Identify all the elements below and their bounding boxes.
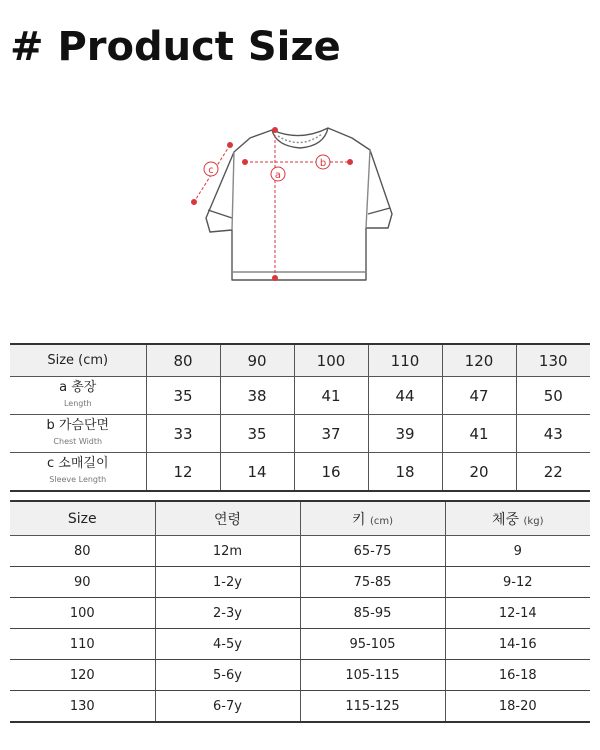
table-row	[10, 536, 590, 567]
height-cell: 75-85	[300, 567, 445, 598]
table-cell: 39	[368, 415, 442, 453]
table-cell: 20	[442, 453, 516, 492]
height-cell: 115-125	[300, 691, 445, 723]
weight-unit: (kg)	[523, 515, 544, 527]
table-row	[10, 660, 590, 691]
height-cell: 65-75	[300, 536, 445, 567]
row-label-main: b 가슴단면	[46, 418, 110, 433]
size-header: 100	[294, 344, 368, 377]
table-cell: 44	[368, 377, 442, 415]
row-label-sub: Sleeve Length	[49, 475, 107, 484]
height-cell: 95-105	[300, 629, 445, 660]
age-cell: 1-2y	[155, 567, 300, 598]
row-label	[10, 453, 146, 492]
size-header: 80	[146, 344, 220, 377]
weight-cell: 9	[445, 536, 590, 567]
length-top-dot	[273, 128, 278, 133]
table-cell: 41	[442, 415, 516, 453]
age-cell: 12m	[155, 536, 300, 567]
measurement-table	[10, 343, 590, 492]
sleeve-bottom-dot	[192, 200, 197, 205]
table-cell: 35	[146, 377, 220, 415]
measurement-header-row	[10, 344, 590, 377]
weight-cell: 9-12	[445, 567, 590, 598]
size-header: 110	[368, 344, 442, 377]
table-cell: 47	[442, 377, 516, 415]
length-bottom-dot	[273, 276, 278, 281]
tshirt-outline	[206, 128, 392, 280]
size-header: 120	[442, 344, 516, 377]
row-label-sub: Chest Width	[53, 437, 103, 446]
size-column-header: Size	[10, 501, 155, 536]
height-header-label: 키	[351, 511, 366, 528]
table-cell: 43	[516, 415, 590, 453]
sleeve-top-dot	[228, 143, 233, 148]
table-row	[10, 415, 590, 453]
age-cell: 2-3y	[155, 598, 300, 629]
table-row	[10, 691, 590, 723]
table-cell: 33	[146, 415, 220, 453]
weight-cell: 16-18	[445, 660, 590, 691]
table-cell: 12	[146, 453, 220, 492]
table-cell: 18	[368, 453, 442, 492]
table-cell: 14	[220, 453, 294, 492]
age-cell: 4-5y	[155, 629, 300, 660]
size-header: 130	[516, 344, 590, 377]
height-column-header	[300, 501, 445, 536]
size-cell: 110	[10, 629, 155, 660]
table-cell: 35	[220, 415, 294, 453]
weight-cell: 14-16	[445, 629, 590, 660]
age-size-table	[10, 500, 590, 723]
height-cell: 85-95	[300, 598, 445, 629]
row-label-sub: Length	[63, 399, 92, 408]
size-cell: 90	[10, 567, 155, 598]
size-cm-header: Size (cm)	[10, 344, 146, 377]
label-c: c	[208, 165, 214, 176]
table-cell: 16	[294, 453, 368, 492]
row-label-main: a 총장	[59, 380, 97, 395]
age-cell: 6-7y	[155, 691, 300, 723]
row-label	[10, 415, 146, 453]
table-cell: 41	[294, 377, 368, 415]
row-label	[10, 377, 146, 415]
table-row	[10, 453, 590, 492]
age-column-header: 연령	[155, 501, 300, 536]
table-cell: 37	[294, 415, 368, 453]
label-a: a	[274, 170, 282, 181]
chest-right-dot	[348, 160, 353, 165]
table-row	[10, 567, 590, 598]
age-header-row	[10, 501, 590, 536]
age-cell: 5-6y	[155, 660, 300, 691]
height-cell: 105-115	[300, 660, 445, 691]
table-cell: 50	[516, 377, 590, 415]
height-unit: (cm)	[369, 515, 394, 527]
page-title: # Product Size	[10, 24, 341, 70]
table-cell: 38	[220, 377, 294, 415]
size-cell: 120	[10, 660, 155, 691]
row-label-main: c 소매길이	[46, 456, 109, 471]
table-row	[10, 377, 590, 415]
table-row	[10, 629, 590, 660]
size-cell: 80	[10, 536, 155, 567]
table-row	[10, 598, 590, 629]
weight-cell: 18-20	[498, 698, 537, 714]
chest-left-dot	[243, 160, 248, 165]
weight-column-header	[445, 501, 590, 536]
weight-header-label: 체중	[492, 511, 520, 528]
table-cell: 22	[543, 462, 563, 481]
label-b: b	[319, 158, 327, 169]
size-cell: 100	[10, 598, 155, 629]
size-cell: 130	[10, 691, 155, 723]
tshirt-diagram	[0, 110, 600, 310]
weight-cell: 12-14	[445, 598, 590, 629]
size-header: 90	[220, 344, 294, 377]
